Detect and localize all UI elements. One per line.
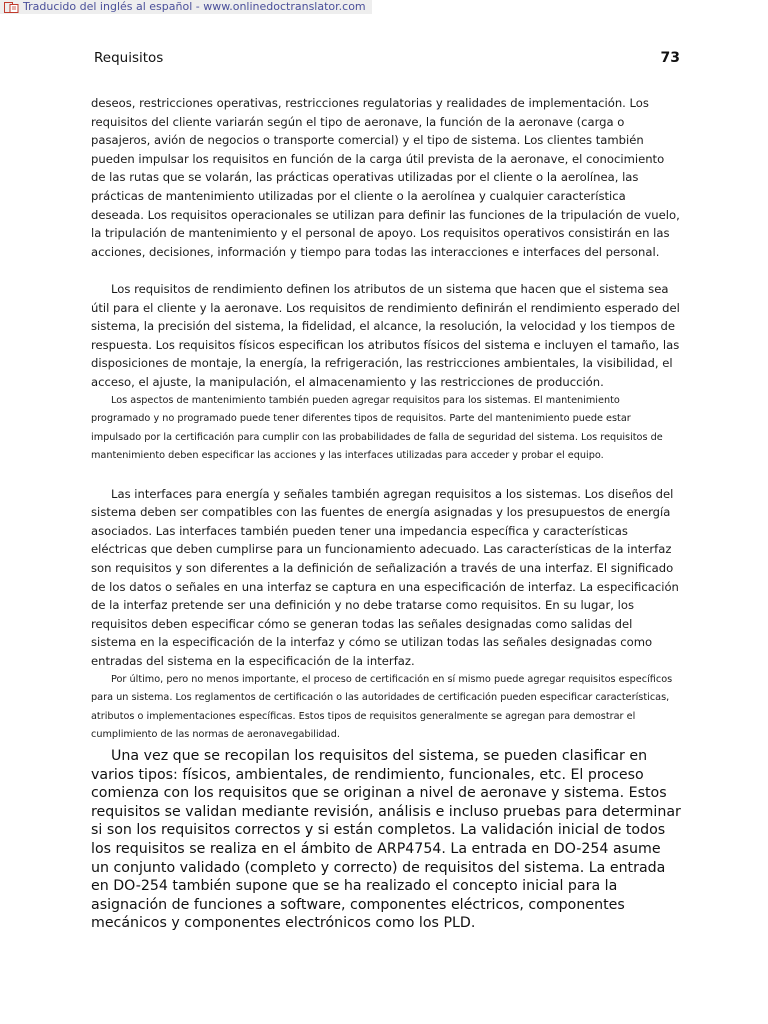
paragraph-interface-requirements: Las interfaces para energía y señales también agregan requisitos a los sistemas. Los diseños del sistema deben ser compatibles con las fuentes de energía asignadas y los presupuestos de energía asociados. Las interfaces también pueden tener una impedancia específica y características eléctricas que deben cumplirse para un funcionamiento adecuado. Las características de la interfaz son requisitos y son diferentes a la definición de señalización a través de una interfaz. El significado de los datos o señales en una interfaz se captura en una especificación de interfaz. La especificación de la interfaz pretende ser una definición y no debe tratarse como requisitos. En su lugar, los requisitos deben especificar cómo se generan todas las señales designadas como salidas del sistema en la especificación de la interfaz y cómo se utilizan todas las señales designadas como entradas del sistema en la especificación de la interfaz. (91, 486, 679, 668)
paragraph-performance-requirements: Los requisitos de rendimiento definen los atributos de un sistema que hacen que el sistema sea útil para el cliente y la aeronave. Los requisitos de rendimiento definirán el rendimiento esperado del sistema, la precisión del sistema, la fidelidad, el alcance, la resolución, la velocidad y los tiempos de respuesta. Los requisitos físicos especifican los atributos físicos del sistema e incluyen el tamaño, las disposiciones de montaje, la energía, la refrigeración, las restricciones ambientales, la visibilidad, el acceso, el ajuste, la manipulación, el almacenamiento y las restricciones de producción. (91, 282, 680, 389)
page-number: 73 (660, 50, 680, 66)
document-translate-icon (4, 2, 19, 13)
paragraph-requirements-validation: Una vez que se recopilan los requisitos del sistema, se pueden clasificar en varios tipos: físicos, ambientales, de rendimiento, funcionales, etc. El proceso comienza con los requisitos que se originan a nivel de aeronave y sistema. Estos requisitos se validan mediante revisión, análisis e incluso pruebas para determinar si son los requisitos correctos y si están completos. La validación inicial de todos los requisitos se realiza en el ámbito de ARP4754. La entrada en DO-254 asume un conjunto validado (completo y correcto) de requisitos del sistema. La entrada en DO-254 también supone que se ha realizado el concepto inicial para la asignación de funciones a software, componentes eléctricos, componentes mecánicos y componentes electrónicos como los PLD. (91, 747, 681, 932)
translation-banner[interactable] (0, 0, 372, 14)
paragraph-maintenance-requirements: Los aspectos de mantenimiento también pueden agregar requisitos para los sistemas. El mantenimiento programado y no programado puede tener diferentes tipos de requisitos. Parte del mantenimiento puede estar impulsado por la certificación para cumplir con las probabilidades de falla de seguridad del sistema. Los requisitos de mantenimiento deben especificar las acciones y las interfaces utilizadas para acceder y probar el equipo. (91, 394, 663, 462)
page-body (91, 94, 681, 933)
paragraph-certification-requirements: Por último, pero no menos importante, el proceso de certificación en sí mismo puede agregar requisitos específicos para un sistema. Los reglamentos de certificación o las autoridades de certificación pueden especificar características, atributos o implementaciones específicas. Estos tipos de requisitos generalmente se agregan para demostrar el cumplimiento de las normas de aeronavegabilidad. (91, 673, 673, 741)
running-head-title: Requisitos (94, 50, 164, 66)
translation-banner-text[interactable]: Traducido del inglés al español - www.onlinedoctranslator.com (23, 0, 366, 13)
paragraph-operational-requirements: deseos, restricciones operativas, restricciones regulatorias y realidades de implementación. Los requisitos del cliente variarán según el tipo de aeronave, la función de la aeronave (carga o pasajeros, avión de negocios o transporte comercial) y el tipo de sistema. Los clientes también pueden impulsar los requisitos en función de la carga útil prevista de la aeronave, el conocimiento de las rutas que se volarán, las prácticas operativas utilizadas por el cliente o la aerolínea, las prácticas de mantenimiento utilizadas por el cliente o la aerolínea y cualquier característica deseada. Los requisitos operacionales se utilizan para definir las funciones de la tripulación de vuelo, la tripulación de mantenimiento y el personal de apoyo. Los requisitos operativos consistirán en las acciones, decisiones, información y tiempo para todas las interacciones e interfaces del personal. (91, 96, 680, 259)
page-header (94, 50, 680, 66)
